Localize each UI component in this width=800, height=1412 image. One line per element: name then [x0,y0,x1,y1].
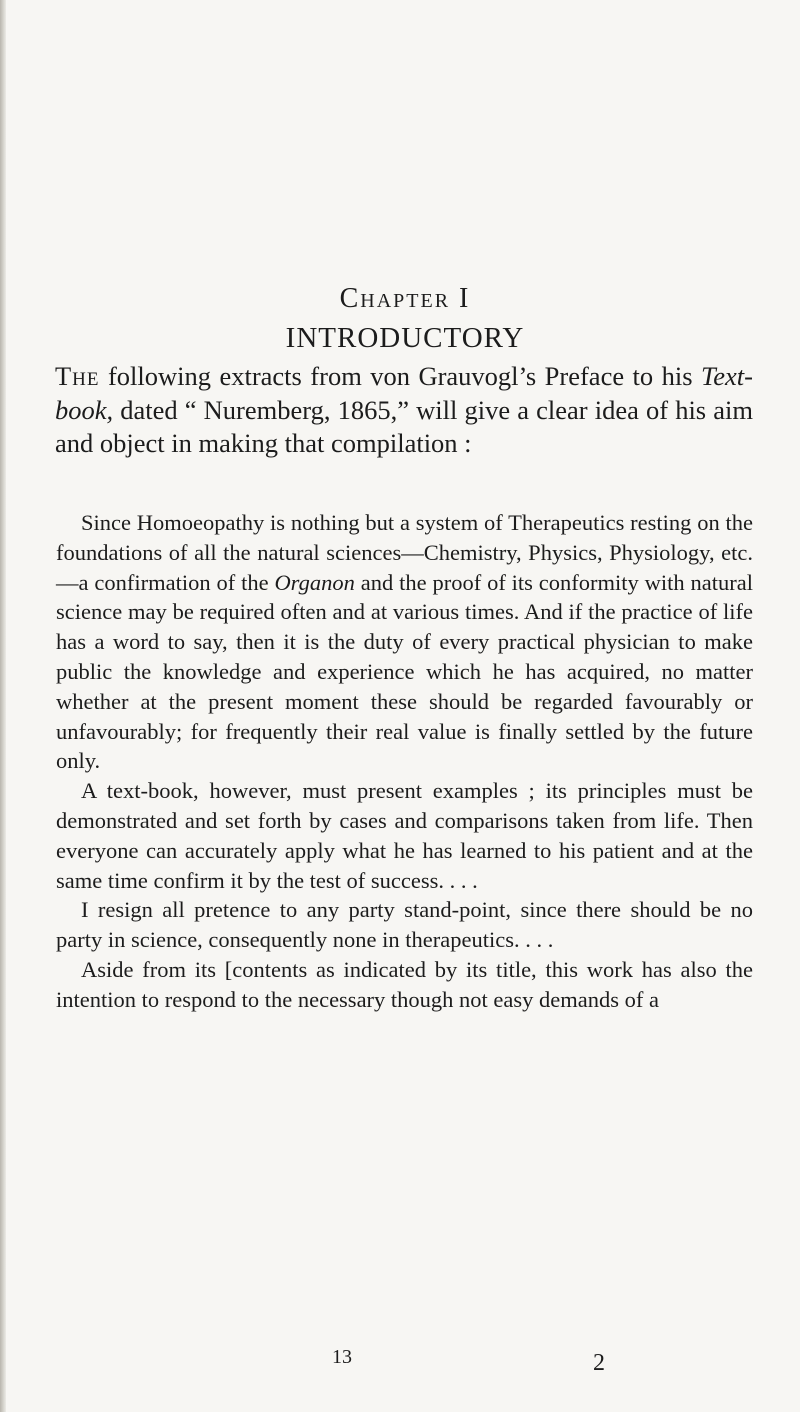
intro-lead-word: The [55,361,100,391]
signature-mark: 2 [593,1350,605,1376]
quote-p1-start: Since Homoeopathy is nothing but a system of Therapeutics resting on the foundations of all the natural sciences—Chemistry, Physics, Physiology, etc.—a confirmation of the [56,510,753,595]
quote-paragraph-3: I resign all pretence to any party stand-point, since there should be no party in science, consequently none in therapeutics. . . . [56,897,753,953]
chapter-title: INTRODUCTORY [285,322,525,354]
quote-p1-end: and the proof of its conformity with natural science may be required often and at various times. And if the practice of life has a word to say, then it is the duty of every practical physician to make public the knowledge and experience which he has acquired, no matter whether at the present moment these should be regarded favourably or unfavourably; for frequently their real value is finally settled by the future only. [56,569,754,774]
book-title: Text-book, [55,361,753,425]
page-number: 13 [332,1346,352,1368]
page-binding-edge [0,0,6,1412]
quoted-extract [56,508,753,1015]
intro-paragraph [55,360,753,461]
chapter-heading: Chapter I [339,283,471,314]
quote-paragraph-2: A text-book, however, must present examples ; its principles must be demonstrated and set forth by cases and comparisons taken from life. Then everyone can accurately apply what he has learned to his patient and at the same time confirm it by the test of success. . . . [56,778,753,893]
intro-text-start: following extracts from von Grauvogl’s Preface to his [99,361,701,391]
organon-title: Organon [274,569,355,595]
quote-paragraph-1 [56,508,753,776]
intro-text-end: dated “ Nuremberg, 1865,” will give a clear idea of his aim and object in making that compilation : [55,394,753,458]
quote-paragraph-4: Aside from its [contents as indicated by its title, this work has also the intention to respond to the necessary though not easy demands of a [56,956,753,1012]
